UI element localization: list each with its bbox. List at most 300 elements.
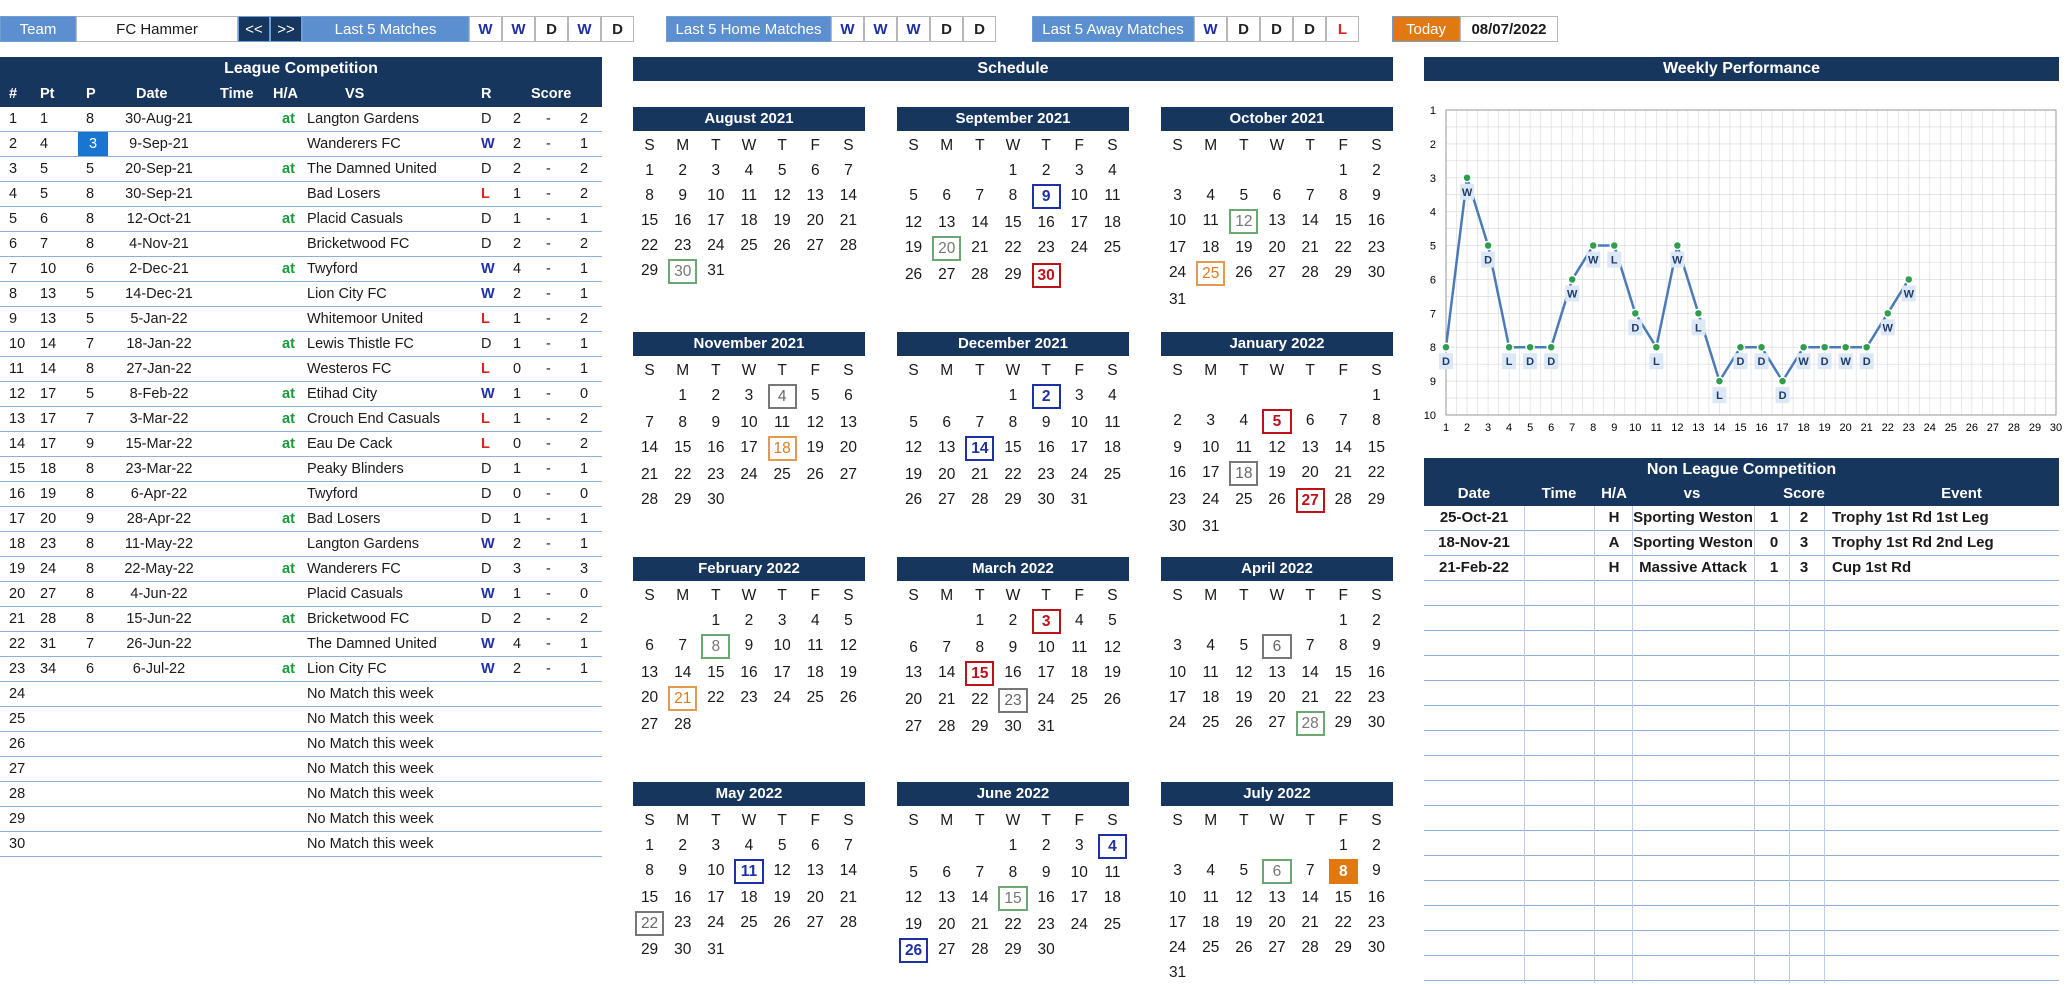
calendar-day[interactable]: 21: [640, 466, 659, 483]
calendar-day[interactable]: 23: [674, 237, 692, 254]
calendar-day[interactable]: 25: [1103, 466, 1122, 483]
calendar-day[interactable]: 26: [904, 491, 923, 508]
calendar-day[interactable]: 10: [1070, 864, 1088, 881]
calendar-day[interactable]: 19: [1235, 914, 1253, 931]
calendar-day[interactable]: 15: [707, 664, 725, 681]
calendar-day[interactable]: 12: [1103, 639, 1122, 656]
calendar-day[interactable]: 24: [1037, 691, 1055, 708]
prev-team-button[interactable]: <<: [238, 16, 270, 42]
calendar-day[interactable]: 9: [1032, 184, 1061, 209]
calendar-day[interactable]: 5: [1239, 862, 1249, 879]
calendar-day[interactable]: 1: [1008, 387, 1018, 404]
calendar-day[interactable]: 25: [1235, 491, 1253, 508]
calendar-day[interactable]: 27: [839, 466, 858, 483]
calendar-day[interactable]: 9: [711, 414, 721, 431]
calendar-day[interactable]: 4: [1239, 412, 1249, 429]
calendar-day[interactable]: 7: [1305, 637, 1315, 654]
calendar-day[interactable]: 21: [1301, 239, 1319, 256]
calendar-day[interactable]: 20: [938, 466, 956, 483]
calendar-day[interactable]: 25: [1202, 939, 1220, 956]
calendar-day[interactable]: 31: [1037, 718, 1055, 735]
calendar-day[interactable]: 22: [1367, 464, 1386, 481]
calendar-day[interactable]: 2: [1041, 837, 1051, 854]
calendar-day[interactable]: 23: [1367, 239, 1386, 256]
calendar-day[interactable]: 4: [1098, 834, 1127, 859]
table-row[interactable]: [0, 157, 602, 182]
calendar-day[interactable]: 3: [777, 612, 787, 629]
calendar-day[interactable]: 16: [707, 439, 725, 456]
calendar-day[interactable]: 16: [1037, 889, 1055, 906]
calendar-day[interactable]: 13: [640, 664, 659, 681]
table-row[interactable]: [0, 332, 602, 357]
calendar-day[interactable]: 3: [1206, 412, 1216, 429]
table-row[interactable]: [0, 507, 602, 532]
calendar-day[interactable]: 13: [839, 414, 858, 431]
calendar-day[interactable]: 30: [1004, 718, 1022, 735]
calendar-day[interactable]: 30: [668, 259, 697, 284]
calendar-day[interactable]: 7: [942, 639, 952, 656]
calendar-day[interactable]: 11: [1202, 212, 1219, 229]
calendar-day[interactable]: 14: [674, 664, 692, 681]
calendar-day[interactable]: 17: [740, 439, 758, 456]
calendar-day[interactable]: 26: [1235, 939, 1253, 956]
calendar-day[interactable]: 26: [1268, 491, 1286, 508]
calendar-day[interactable]: 30: [1037, 941, 1055, 958]
calendar-day[interactable]: 5: [844, 612, 853, 629]
calendar-day[interactable]: 20: [1268, 689, 1286, 706]
calendar-day[interactable]: 11: [774, 414, 791, 431]
calendar-day[interactable]: 29: [1004, 266, 1022, 283]
calendar-day[interactable]: 13: [806, 862, 824, 879]
calendar-day[interactable]: 8: [678, 414, 688, 431]
calendar-day[interactable]: 11: [1104, 414, 1121, 431]
calendar-day[interactable]: 4: [1206, 187, 1216, 204]
calendar-day[interactable]: 14: [971, 889, 989, 906]
calendar-day[interactable]: 4: [1206, 862, 1216, 879]
calendar-day[interactable]: 12: [773, 862, 791, 879]
calendar-day[interactable]: 8: [1008, 414, 1018, 431]
calendar-day[interactable]: 2: [678, 162, 688, 179]
calendar-day[interactable]: 15: [1334, 889, 1352, 906]
calendar-day[interactable]: 7: [975, 414, 985, 431]
calendar-day[interactable]: 18: [1202, 914, 1220, 931]
calendar-day[interactable]: 3: [711, 162, 721, 179]
calendar-day[interactable]: 15: [1334, 664, 1352, 681]
calendar-day[interactable]: 10: [707, 862, 725, 879]
calendar-day[interactable]: 12: [1229, 209, 1258, 234]
table-row[interactable]: [0, 832, 602, 857]
table-row[interactable]: [0, 457, 602, 482]
calendar-day[interactable]: 9: [1372, 862, 1381, 879]
calendar-day[interactable]: 26: [1235, 264, 1253, 281]
table-row[interactable]: [0, 607, 602, 632]
calendar-day[interactable]: 5: [777, 162, 787, 179]
calendar-day[interactable]: 24: [1168, 264, 1187, 281]
calendar-day[interactable]: 23: [707, 466, 725, 483]
table-row[interactable]: [1424, 506, 2059, 531]
calendar-day[interactable]: 6: [810, 837, 820, 854]
calendar-day[interactable]: 31: [1202, 518, 1220, 535]
calendar-day[interactable]: 25: [1070, 691, 1088, 708]
calendar-day[interactable]: 10: [1070, 414, 1088, 431]
calendar-day[interactable]: 23: [1037, 466, 1055, 483]
table-row[interactable]: [0, 732, 602, 757]
calendar-day[interactable]: 1: [1338, 162, 1348, 179]
calendar-day[interactable]: 8: [975, 639, 985, 656]
calendar-day[interactable]: 3: [1173, 862, 1182, 879]
calendar-day[interactable]: 8: [1008, 864, 1018, 881]
calendar-day[interactable]: 19: [1103, 664, 1122, 681]
calendar-day[interactable]: 10: [1168, 664, 1187, 681]
calendar-day[interactable]: 11: [1104, 864, 1121, 881]
calendar-day[interactable]: 19: [1235, 689, 1253, 706]
calendar-day[interactable]: 9: [1372, 637, 1381, 654]
calendar-day[interactable]: 6: [942, 187, 952, 204]
calendar-day[interactable]: 6: [909, 639, 918, 656]
calendar-day[interactable]: 1: [1372, 387, 1381, 404]
calendar-day[interactable]: 6: [1262, 859, 1291, 884]
calendar-day[interactable]: 11: [807, 637, 824, 654]
table-row[interactable]: [0, 307, 602, 332]
calendar-day[interactable]: 14: [640, 439, 659, 456]
calendar-day[interactable]: 4: [744, 162, 754, 179]
calendar-day[interactable]: 11: [1071, 639, 1088, 656]
calendar-day[interactable]: 4: [1206, 637, 1216, 654]
calendar-day[interactable]: 20: [1268, 914, 1286, 931]
calendar-day[interactable]: 29: [1004, 941, 1022, 958]
calendar-day[interactable]: 10: [1037, 639, 1055, 656]
calendar-day[interactable]: 9: [1173, 439, 1182, 456]
calendar-day[interactable]: 12: [904, 439, 923, 456]
calendar-day[interactable]: 31: [707, 941, 725, 958]
calendar-day[interactable]: 28: [839, 237, 858, 254]
calendar-day[interactable]: 1: [711, 612, 721, 629]
calendar-day[interactable]: 11: [1235, 439, 1252, 456]
table-row[interactable]: [0, 182, 602, 207]
table-row[interactable]: [0, 282, 602, 307]
table-row[interactable]: [1424, 531, 2059, 556]
calendar-day[interactable]: 10: [1202, 439, 1220, 456]
table-row[interactable]: [0, 357, 602, 382]
calendar-day[interactable]: 17: [1168, 239, 1187, 256]
team-select[interactable]: FC Hammer: [76, 16, 238, 42]
calendar-day[interactable]: 19: [904, 239, 923, 256]
calendar-day[interactable]: 27: [1268, 714, 1286, 731]
calendar-day[interactable]: 11: [1104, 187, 1121, 204]
calendar-day[interactable]: 8: [1008, 187, 1018, 204]
calendar-day[interactable]: 2: [1008, 612, 1018, 629]
table-row[interactable]: [0, 782, 602, 807]
calendar-day[interactable]: 25: [740, 237, 758, 254]
calendar-day[interactable]: 25: [1196, 261, 1225, 286]
calendar-day[interactable]: 20: [904, 691, 923, 708]
calendar-day[interactable]: 14: [839, 187, 858, 204]
calendar-day[interactable]: 15: [674, 439, 692, 456]
calendar-day[interactable]: 28: [1301, 264, 1319, 281]
calendar-day[interactable]: 27: [1268, 264, 1286, 281]
calendar-day[interactable]: 25: [1103, 239, 1122, 256]
calendar-day[interactable]: 21: [839, 212, 858, 229]
calendar-day[interactable]: 24: [1168, 714, 1187, 731]
calendar-day[interactable]: 28: [1296, 711, 1325, 736]
calendar-day[interactable]: 29: [1004, 491, 1022, 508]
calendar-day[interactable]: 6: [1262, 634, 1291, 659]
calendar-day[interactable]: 16: [1037, 214, 1055, 231]
calendar-day[interactable]: 20: [806, 889, 824, 906]
calendar-day[interactable]: 14: [1301, 212, 1319, 229]
today-date[interactable]: 08/07/2022: [1460, 16, 1558, 42]
calendar-day[interactable]: 4: [1108, 162, 1117, 179]
calendar-day[interactable]: 20: [1301, 464, 1319, 481]
calendar-day[interactable]: 8: [645, 187, 654, 204]
calendar-day[interactable]: 30: [707, 491, 725, 508]
calendar-day[interactable]: 23: [674, 914, 692, 931]
calendar-day[interactable]: 22: [1004, 239, 1022, 256]
calendar-day[interactable]: 21: [1301, 914, 1319, 931]
calendar-day[interactable]: 24: [1070, 466, 1088, 483]
calendar-day[interactable]: 24: [1070, 239, 1088, 256]
calendar-day[interactable]: 10: [707, 187, 725, 204]
calendar-day[interactable]: 10: [740, 414, 758, 431]
table-row[interactable]: [0, 107, 602, 132]
calendar-day[interactable]: 17: [707, 889, 725, 906]
calendar-day[interactable]: 22: [635, 911, 664, 936]
calendar-day[interactable]: 11: [1202, 889, 1219, 906]
calendar-day[interactable]: 28: [971, 491, 989, 508]
calendar-day[interactable]: 23: [1367, 689, 1386, 706]
calendar-day[interactable]: 26: [1103, 691, 1122, 708]
calendar-day[interactable]: 24: [773, 689, 791, 706]
calendar-day[interactable]: 13: [1268, 664, 1286, 681]
calendar-day[interactable]: 2: [711, 387, 721, 404]
calendar-day[interactable]: 30: [1367, 939, 1386, 956]
calendar-day[interactable]: 7: [678, 637, 688, 654]
calendar-day[interactable]: 4: [744, 837, 754, 854]
calendar-day[interactable]: 17: [1037, 664, 1055, 681]
calendar-day[interactable]: 24: [1168, 939, 1187, 956]
calendar-day[interactable]: 1: [1008, 162, 1018, 179]
calendar-day[interactable]: 8: [645, 862, 654, 879]
calendar-day[interactable]: 20: [839, 439, 858, 456]
calendar-day[interactable]: 3: [1074, 162, 1084, 179]
calendar-day[interactable]: 12: [839, 637, 858, 654]
calendar-day[interactable]: 12: [1235, 889, 1253, 906]
calendar-day[interactable]: 13: [904, 664, 923, 681]
calendar-day[interactable]: 5: [1239, 187, 1249, 204]
calendar-day[interactable]: 22: [971, 691, 989, 708]
table-row[interactable]: [0, 532, 602, 557]
calendar-day[interactable]: 29: [1334, 939, 1352, 956]
calendar-day[interactable]: 20: [938, 916, 956, 933]
calendar-day[interactable]: 30: [1032, 263, 1061, 288]
calendar-day[interactable]: 20: [1268, 239, 1286, 256]
calendar-day[interactable]: 6: [1305, 412, 1315, 429]
calendar-day[interactable]: 22: [1004, 916, 1022, 933]
calendar-day[interactable]: 29: [640, 262, 659, 279]
calendar-day[interactable]: 28: [1301, 939, 1319, 956]
calendar-day[interactable]: 17: [773, 664, 791, 681]
calendar-day[interactable]: 12: [773, 187, 791, 204]
calendar-day[interactable]: 31: [1168, 291, 1187, 308]
calendar-day[interactable]: 19: [806, 439, 824, 456]
calendar-day[interactable]: 12: [904, 214, 923, 231]
calendar-day[interactable]: 18: [1229, 461, 1258, 486]
calendar-day[interactable]: 28: [938, 718, 956, 735]
calendar-day[interactable]: 31: [1070, 491, 1088, 508]
table-row[interactable]: [0, 257, 602, 282]
calendar-day[interactable]: 26: [773, 237, 791, 254]
calendar-day[interactable]: 29: [674, 491, 692, 508]
calendar-day[interactable]: 17: [1168, 689, 1187, 706]
calendar-day[interactable]: 11: [734, 859, 763, 884]
calendar-day[interactable]: 29: [1334, 714, 1352, 731]
calendar-day[interactable]: 9: [1372, 187, 1381, 204]
calendar-day[interactable]: 8: [1329, 859, 1358, 884]
calendar-day[interactable]: 6: [942, 864, 952, 881]
calendar-day[interactable]: 15: [640, 212, 659, 229]
calendar-day[interactable]: 2: [678, 837, 688, 854]
calendar-day[interactable]: 14: [938, 664, 956, 681]
calendar-day[interactable]: 22: [1334, 239, 1352, 256]
calendar-day[interactable]: 15: [965, 661, 994, 686]
calendar-day[interactable]: 5: [1108, 612, 1117, 629]
calendar-day[interactable]: 23: [998, 688, 1027, 713]
calendar-day[interactable]: 19: [773, 212, 791, 229]
calendar-day[interactable]: 11: [740, 187, 758, 204]
calendar-day[interactable]: 7: [844, 837, 853, 854]
calendar-day[interactable]: 25: [1103, 916, 1122, 933]
calendar-day[interactable]: 5: [810, 387, 820, 404]
calendar-day[interactable]: 5: [1262, 409, 1291, 434]
calendar-day[interactable]: 7: [844, 162, 853, 179]
calendar-day[interactable]: 29: [971, 718, 989, 735]
table-row[interactable]: [0, 482, 602, 507]
calendar-day[interactable]: 27: [806, 237, 824, 254]
calendar-day[interactable]: 23: [1037, 239, 1055, 256]
calendar-day[interactable]: 14: [1334, 439, 1352, 456]
calendar-day[interactable]: 26: [839, 689, 858, 706]
calendar-day[interactable]: 8: [1338, 187, 1348, 204]
calendar-day[interactable]: 13: [1268, 212, 1286, 229]
calendar-day[interactable]: 5: [777, 837, 787, 854]
table-row[interactable]: [0, 232, 602, 257]
calendar-day[interactable]: 1: [975, 612, 985, 629]
calendar-day[interactable]: 14: [1301, 889, 1319, 906]
calendar-day[interactable]: 12: [1235, 664, 1253, 681]
calendar-day[interactable]: 18: [806, 664, 824, 681]
calendar-day[interactable]: 16: [1037, 439, 1055, 456]
calendar-day[interactable]: 6: [810, 162, 820, 179]
calendar-day[interactable]: 24: [707, 237, 725, 254]
calendar-day[interactable]: 15: [998, 886, 1027, 911]
calendar-day[interactable]: 24: [707, 914, 725, 931]
next-team-button[interactable]: >>: [270, 16, 302, 42]
calendar-day[interactable]: 21: [938, 691, 956, 708]
calendar-day[interactable]: 21: [668, 686, 697, 711]
calendar-day[interactable]: 23: [1367, 914, 1386, 931]
calendar-day[interactable]: 31: [707, 262, 725, 279]
calendar-day[interactable]: 4: [810, 612, 820, 629]
calendar-day[interactable]: 17: [707, 212, 725, 229]
table-row[interactable]: [0, 557, 602, 582]
calendar-day[interactable]: 25: [806, 689, 824, 706]
calendar-day[interactable]: 21: [1334, 464, 1352, 481]
calendar-day[interactable]: 22: [707, 689, 725, 706]
calendar-day[interactable]: 15: [1334, 212, 1352, 229]
calendar-day[interactable]: 18: [740, 212, 758, 229]
table-row[interactable]: [0, 682, 602, 707]
calendar-day[interactable]: 11: [1202, 664, 1219, 681]
calendar-day[interactable]: 30: [1367, 714, 1386, 731]
calendar-day[interactable]: 2: [1372, 837, 1381, 854]
calendar-day[interactable]: 27: [1296, 488, 1325, 513]
calendar-day[interactable]: 9: [1041, 864, 1051, 881]
calendar-day[interactable]: 9: [678, 187, 688, 204]
calendar-day[interactable]: 21: [839, 889, 858, 906]
calendar-day[interactable]: 14: [965, 436, 994, 461]
calendar-day[interactable]: 1: [645, 162, 654, 179]
calendar-day[interactable]: 13: [938, 889, 956, 906]
calendar-day[interactable]: 15: [1004, 439, 1022, 456]
calendar-day[interactable]: 27: [1268, 939, 1286, 956]
calendar-day[interactable]: 28: [839, 914, 858, 931]
calendar-day[interactable]: 7: [1305, 862, 1315, 879]
calendar-day[interactable]: 14: [839, 862, 858, 879]
calendar-day[interactable]: 28: [971, 266, 989, 283]
calendar-day[interactable]: 24: [740, 466, 758, 483]
calendar-day[interactable]: 8: [1372, 412, 1381, 429]
calendar-day[interactable]: 6: [645, 637, 654, 654]
table-row[interactable]: [0, 582, 602, 607]
calendar-day[interactable]: 1: [678, 387, 688, 404]
calendar-day[interactable]: 21: [1301, 689, 1319, 706]
calendar-day[interactable]: 18: [1103, 439, 1122, 456]
table-row[interactable]: [0, 432, 602, 457]
calendar-day[interactable]: 4: [768, 384, 797, 409]
calendar-day[interactable]: 12: [904, 889, 923, 906]
calendar-day[interactable]: 18: [1103, 889, 1122, 906]
calendar-day[interactable]: 5: [909, 864, 918, 881]
calendar-day[interactable]: 28: [971, 941, 989, 958]
calendar-day[interactable]: 23: [1037, 916, 1055, 933]
calendar-day[interactable]: 4: [1108, 387, 1117, 404]
calendar-day[interactable]: 8: [701, 634, 730, 659]
calendar-day[interactable]: 3: [1173, 637, 1182, 654]
calendar-day[interactable]: 25: [1202, 714, 1220, 731]
calendar-day[interactable]: 7: [1305, 187, 1315, 204]
calendar-day[interactable]: 2: [1372, 162, 1381, 179]
calendar-day[interactable]: 9: [1008, 639, 1018, 656]
calendar-day[interactable]: 23: [1168, 491, 1187, 508]
calendar-day[interactable]: 13: [1268, 889, 1286, 906]
calendar-day[interactable]: 17: [1070, 214, 1088, 231]
calendar-day[interactable]: 10: [773, 637, 791, 654]
calendar-day[interactable]: 10: [1168, 212, 1187, 229]
calendar-day[interactable]: 27: [938, 266, 956, 283]
calendar-day[interactable]: 5: [1239, 637, 1249, 654]
calendar-day[interactable]: 17: [1070, 439, 1088, 456]
calendar-day[interactable]: 30: [1367, 264, 1386, 281]
table-row[interactable]: [0, 407, 602, 432]
calendar-day[interactable]: 6: [844, 387, 853, 404]
calendar-day[interactable]: 3: [1074, 837, 1084, 854]
calendar-day[interactable]: 2: [1041, 162, 1051, 179]
calendar-day[interactable]: 8: [1338, 637, 1348, 654]
calendar-day[interactable]: 16: [1168, 464, 1187, 481]
calendar-day[interactable]: 2: [744, 612, 754, 629]
calendar-day[interactable]: 27: [640, 716, 659, 733]
calendar-day[interactable]: 22: [1334, 914, 1352, 931]
